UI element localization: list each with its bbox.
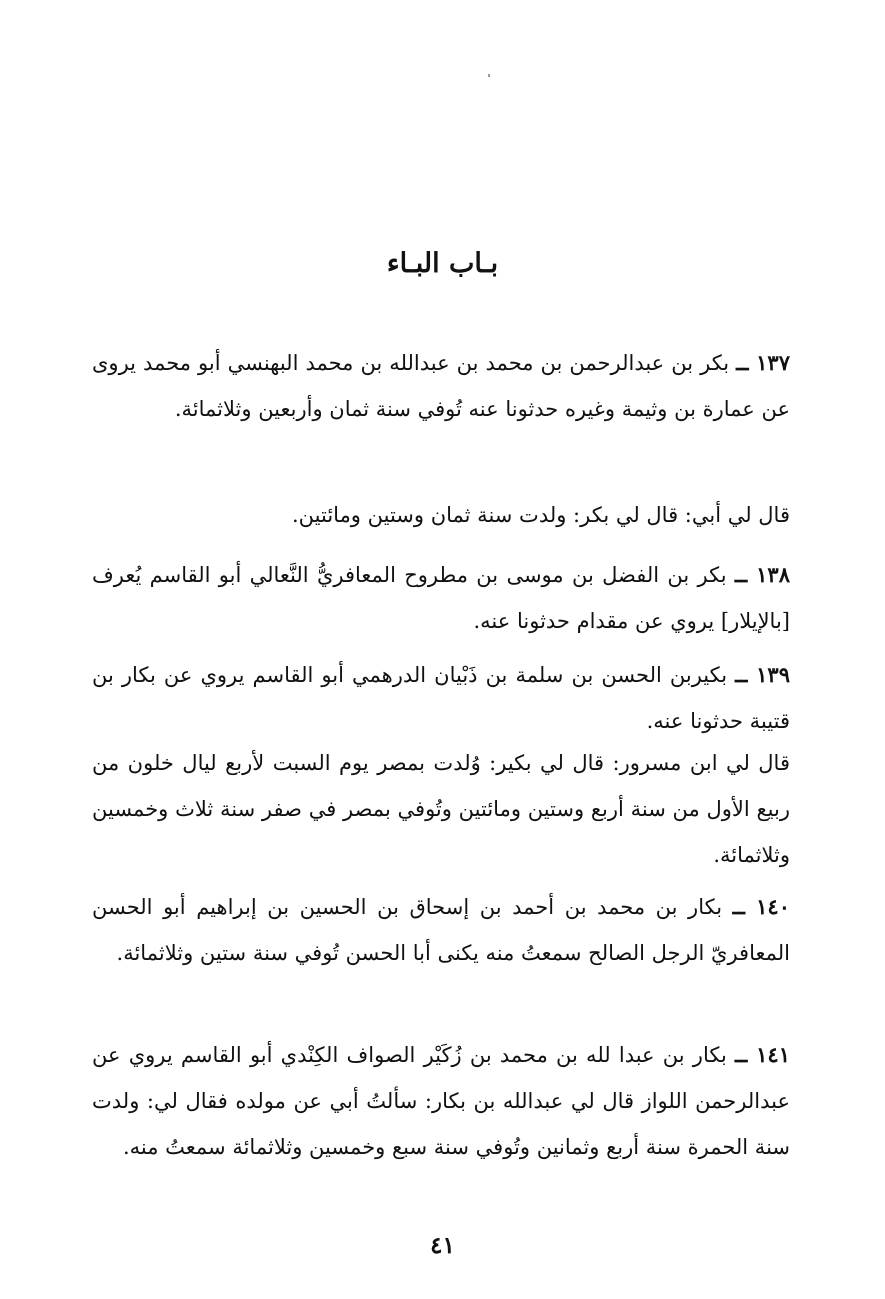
- entry-note-139: [92, 740, 790, 878]
- page-number: ٤١: [430, 1232, 455, 1259]
- entry-text: بكار بن عبدا لله بن محمد بن زُكَيْر الصواف الكِنْدي أبو القاسم يروي عن عبدالرحمن اللواز قال لي عبدالله بن بكار: سألتُ أبي عن مولده فقال لي: ولدت سنة الحمرة سنة أربع وثمانين وتُوفي سنة سبع وخمسين وثلاثمائة سمعتُ منه.: [92, 1043, 790, 1159]
- entry-text: قال لي ابن مسرور: قال لي بكير: وُلدت بمصر يوم السبت لأربع ليال خلون من ربيع الأول من سنة أربع وستين ومائتين وتُوفي بمصر في صفر سنة ثلاث وخمسين وثلاثمائة.: [92, 751, 790, 867]
- chapter-title: بـاب البـاء: [386, 248, 499, 279]
- entry-text: بكر بن عبدالرحمن بن محمد بن عبدالله بن محمد البهنسي أبو محمد يروى عن عمارة بن وثيمة وغيره حدثونا عنه تُوفي سنة ثمان وأربعين وثلاثمائة.: [92, 351, 790, 421]
- entry-140: [92, 884, 790, 976]
- scan-speck: [488, 74, 490, 77]
- entry-note-137: [92, 492, 790, 538]
- entry-138: [92, 552, 790, 644]
- entry-number: ١٣٩ ــ: [735, 662, 790, 687]
- entry-139: [92, 652, 790, 744]
- entry-141: [92, 1032, 790, 1170]
- entry-number: ١٤١ ــ: [735, 1042, 790, 1067]
- entry-137: [92, 340, 790, 432]
- entry-text: بكار بن محمد بن أحمد بن إسحاق بن الحسين بن إبراهيم أبو الحسن المعافريّ الرجل الصالح سمعتُ منه يكنى أبا الحسن تُوفي سنة ستين وثلاثمائة.: [92, 895, 790, 965]
- entry-number: ١٤٠ ــ: [732, 894, 790, 919]
- entry-number: ١٣٨ ــ: [734, 562, 790, 587]
- entry-number: ١٣٧ ــ: [736, 350, 790, 375]
- entry-text: قال لي أبي: قال لي بكر: ولدت سنة ثمان وستين ومائتين.: [291, 503, 790, 527]
- entry-text: بكر بن الفضل بن موسى بن مطروح المعافريُّ النَّعالي أبو القاسم يُعرف [بالإيلار] يروي عن مقدام حدثونا عنه.: [92, 563, 790, 633]
- entry-text: بكيربن الحسن بن سلمة بن ذَبْيان الدرهمي أبو القاسم يروي عن بكار بن قتيبة حدثونا عنه.: [92, 663, 790, 733]
